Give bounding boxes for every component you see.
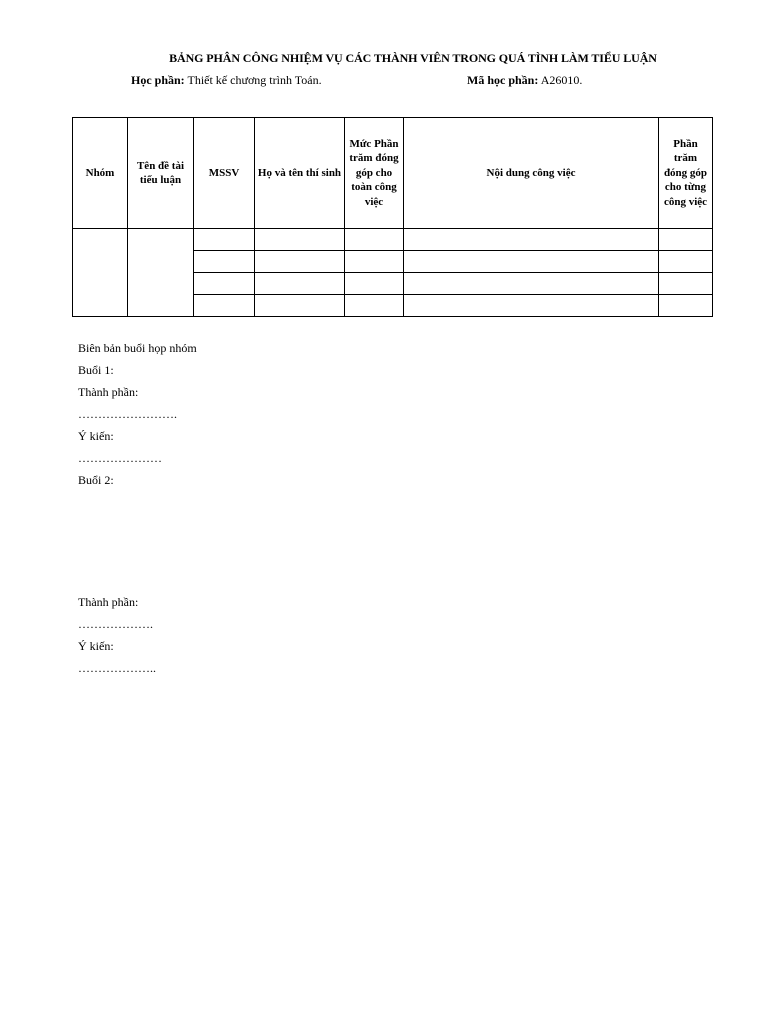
overall-contribution-cell — [345, 295, 404, 317]
overall-contribution-cell — [345, 251, 404, 273]
minutes-section-2 — [78, 591, 156, 679]
full-name-cell — [255, 229, 345, 251]
header-overall-contribution: Mức Phần trăm đóng góp cho toàn công việc — [345, 118, 404, 229]
course-code-label: Mã học phần: — [467, 73, 539, 87]
student-id-cell — [194, 251, 255, 273]
full-name-cell — [255, 251, 345, 273]
document-title: BẢNG PHÂN CÔNG NHIỆM VỤ CÁC THÀNH VIÊN TRONG QUÁ TÌNH LÀM TIỂU LUẬN — [169, 51, 657, 65]
session-1-composition-label: Thành phần: — [78, 385, 139, 399]
header-task-content: Nội dung công việc — [404, 118, 659, 229]
header-task-contribution: Phần trăm đóng góp cho từng công việc — [659, 118, 713, 229]
session-2-composition-dots: ………………. — [78, 617, 153, 631]
topic-cell — [128, 229, 194, 317]
session-1-opinion-label: Ý kiến: — [78, 429, 114, 443]
header-student-id: MSSV — [194, 118, 255, 229]
task-contribution-cell — [659, 295, 713, 317]
student-id-cell — [194, 273, 255, 295]
course-line — [131, 73, 322, 88]
course-label: Học phần: — [131, 73, 185, 87]
session-2-label: Buổi 2: — [78, 473, 114, 487]
task-content-cell — [404, 273, 659, 295]
task-content-cell — [404, 295, 659, 317]
session-2-opinion-label: Ý kiến: — [78, 639, 114, 653]
task-contribution-cell — [659, 273, 713, 295]
task-content-cell — [404, 251, 659, 273]
header-topic: Tên đề tài tiểu luận — [128, 118, 194, 229]
session-2-composition-label: Thành phần: — [78, 595, 139, 609]
session-2-opinion-dots: ……………….. — [78, 661, 156, 675]
course-value: Thiết kế chương trình Toán. — [187, 73, 322, 87]
table-row — [73, 229, 713, 251]
course-code-value: A26010. — [540, 73, 583, 87]
student-id-cell — [194, 295, 255, 317]
session-1-label: Buổi 1: — [78, 363, 114, 377]
header-group: Nhóm — [73, 118, 128, 229]
session-1-composition-dots: ……………………. — [78, 407, 177, 421]
task-contribution-cell — [659, 229, 713, 251]
student-id-cell — [194, 229, 255, 251]
overall-contribution-cell — [345, 229, 404, 251]
assignment-table — [72, 117, 713, 317]
minutes-section-1 — [78, 337, 197, 491]
header-full-name: Họ và tên thí sinh — [255, 118, 345, 229]
full-name-cell — [255, 273, 345, 295]
full-name-cell — [255, 295, 345, 317]
course-code-line — [467, 73, 582, 88]
overall-contribution-cell — [345, 273, 404, 295]
task-content-cell — [404, 229, 659, 251]
session-1-opinion-dots: ………………… — [78, 451, 162, 465]
table-header-row — [73, 118, 713, 229]
task-contribution-cell — [659, 251, 713, 273]
group-cell — [73, 229, 128, 317]
minutes-title: Biên bản buổi họp nhóm — [78, 341, 197, 355]
